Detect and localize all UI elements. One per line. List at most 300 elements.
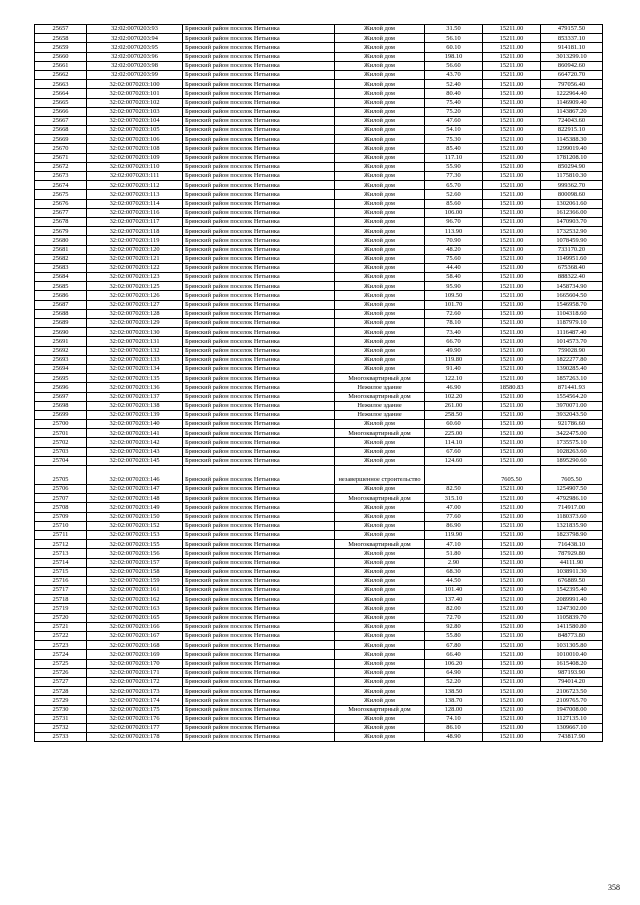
unit-value-cell: 15211.00: [483, 263, 541, 272]
cadastral-number-cell: 32:02:0070203:177: [87, 723, 183, 732]
address-cell: Брянский район поселок Нетьинка: [183, 43, 335, 52]
cadastral-number-cell: 32:02:0070203:145: [87, 456, 183, 465]
unit-value-cell: 15211.00: [483, 144, 541, 153]
address-cell: Брянский район поселок Нетьинка: [183, 153, 335, 162]
table-row: [35, 558, 603, 567]
unit-value-cell: 15211.00: [483, 438, 541, 447]
cadastral-number-cell: 32:02:0070203:93: [87, 25, 183, 34]
table-row: [35, 52, 603, 61]
area-cell: 66.70: [425, 337, 483, 346]
page-number: 358: [608, 883, 620, 892]
cadastral-number-cell: 32:02:0070203:98: [87, 61, 183, 70]
object-type-cell: Жилой дом: [335, 144, 425, 153]
object-type-cell: Жилой дом: [335, 61, 425, 70]
table-row: [35, 410, 603, 419]
table-row: [35, 181, 603, 190]
table-row: [35, 98, 603, 107]
row-number-cell: 25669: [35, 135, 87, 144]
cadastral-value-cell: 1175810.30: [541, 172, 603, 181]
row-number-cell: 25683: [35, 263, 87, 272]
cadastral-number-cell: 32:02:0070203:139: [87, 410, 183, 419]
area-cell: 113.90: [425, 227, 483, 236]
cadastral-number-cell: 32:02:0070203:121: [87, 254, 183, 263]
table-body: [35, 25, 603, 742]
unit-value-cell: 15211.00: [483, 494, 541, 503]
address-cell: Брянский район поселок Нетьинка: [183, 126, 335, 135]
unit-value-cell: 15211.00: [483, 696, 541, 705]
cadastral-number-cell: 32:02:0070203:155: [87, 540, 183, 549]
address-cell: Брянский район поселок Нетьинка: [183, 89, 335, 98]
row-number-cell: 25721: [35, 622, 87, 631]
address-cell: Брянский район поселок Нетьинка: [183, 34, 335, 43]
object-type-cell: Многоквартирный дом: [335, 392, 425, 401]
cadastral-value-cell: 1542395.40: [541, 586, 603, 595]
cadastral-value-cell: 1390285.40: [541, 364, 603, 373]
object-type-cell: Жилой дом: [335, 172, 425, 181]
area-cell: 52.60: [425, 190, 483, 199]
cadastral-number-cell: 32:02:0070203:161: [87, 586, 183, 595]
row-number-cell: 25678: [35, 217, 87, 226]
unit-value-cell: 15211.00: [483, 61, 541, 70]
cadastral-value-cell: 716438.10: [541, 540, 603, 549]
table-row: [35, 705, 603, 714]
address-cell: Брянский район поселок Нетьинка: [183, 98, 335, 107]
cadastral-number-cell: 32:02:0070203:141: [87, 429, 183, 438]
cadastral-value-cell: 1665604.50: [541, 291, 603, 300]
area-cell: 198.10: [425, 52, 483, 61]
address-cell: Брянский район поселок Нетьинка: [183, 364, 335, 373]
cadastral-value-cell: 800098.60: [541, 190, 603, 199]
cadastral-number-cell: 32:02:0070203:118: [87, 227, 183, 236]
object-type-cell: Жилой дом: [335, 668, 425, 677]
row-number-cell: 25675: [35, 190, 87, 199]
cadastral-number-cell: 32:02:0070203:152: [87, 521, 183, 530]
address-cell: Брянский район поселок Нетьинка: [183, 521, 335, 530]
cadastral-value-cell: 1554564.20: [541, 392, 603, 401]
unit-value-cell: 15211.00: [483, 677, 541, 686]
address-cell: Брянский район поселок Нетьинка: [183, 172, 335, 181]
area-cell: 2.90: [425, 558, 483, 567]
object-type-cell: Жилой дом: [335, 190, 425, 199]
area-cell: 91.40: [425, 364, 483, 373]
unit-value-cell: 15211.00: [483, 540, 541, 549]
row-number-cell: 25727: [35, 677, 87, 686]
cadastral-value-cell: 787929.80: [541, 549, 603, 558]
table-row: [35, 714, 603, 723]
unit-value-cell: 15211.00: [483, 723, 541, 732]
cadastral-value-cell: 714917.00: [541, 503, 603, 512]
area-cell: 77.60: [425, 512, 483, 521]
address-cell: Брянский район поселок Нетьинка: [183, 144, 335, 153]
area-cell: 55.80: [425, 632, 483, 641]
area-cell: 82.50: [425, 485, 483, 494]
object-type-cell: Жилой дом: [335, 485, 425, 494]
address-cell: Брянский район поселок Нетьинка: [183, 494, 335, 503]
area-cell: 85.60: [425, 199, 483, 208]
table-row: [35, 466, 603, 485]
table-row: [35, 374, 603, 383]
cadastral-value-cell: 7605.50: [541, 466, 603, 485]
row-number-cell: 25688: [35, 309, 87, 318]
unit-value-cell: 15211.00: [483, 116, 541, 125]
cadastral-value-cell: 1321835.90: [541, 521, 603, 530]
row-number-cell: 25676: [35, 199, 87, 208]
cadastral-number-cell: 32:02:0070203:170: [87, 659, 183, 668]
object-type-cell: Жилой дом: [335, 217, 425, 226]
table-row: [35, 364, 603, 373]
cadastral-value-cell: 664720.70: [541, 70, 603, 79]
table-row: [35, 227, 603, 236]
row-number-cell: 25681: [35, 245, 87, 254]
object-type-cell: Жилой дом: [335, 34, 425, 43]
object-type-cell: Жилой дом: [335, 567, 425, 576]
row-number-cell: 25693: [35, 355, 87, 364]
address-cell: Брянский район поселок Нетьинка: [183, 236, 335, 245]
area-cell: 96.70: [425, 217, 483, 226]
row-number-cell: 25671: [35, 153, 87, 162]
area-cell: 75.40: [425, 98, 483, 107]
address-cell: Брянский район поселок Нетьинка: [183, 530, 335, 539]
unit-value-cell: 15211.00: [483, 410, 541, 419]
cadastral-number-cell: 32:02:0070203:150: [87, 512, 183, 521]
object-type-cell: Жилой дом: [335, 521, 425, 530]
cadastral-number-cell: 32:02:0070203:165: [87, 613, 183, 622]
unit-value-cell: 15211.00: [483, 576, 541, 585]
cadastral-number-cell: 32:02:0070203:134: [87, 364, 183, 373]
address-cell: Брянский район поселок Нетьинка: [183, 650, 335, 659]
cadastral-number-cell: 32:02:0070203:110: [87, 162, 183, 171]
cadastral-value-cell: 1546958.70: [541, 300, 603, 309]
unit-value-cell: 15211.00: [483, 52, 541, 61]
row-number-cell: 25725: [35, 659, 87, 668]
address-cell: Брянский район поселок Нетьинка: [183, 355, 335, 364]
row-number-cell: 25677: [35, 208, 87, 217]
area-cell: 106.20: [425, 659, 483, 668]
cadastral-value-cell: 2109765.70: [541, 696, 603, 705]
object-type-cell: Жилой дом: [335, 227, 425, 236]
address-cell: Брянский район поселок Нетьинка: [183, 622, 335, 631]
cadastral-number-cell: 32:02:0070203:99: [87, 70, 183, 79]
cadastral-value-cell: 987193.90: [541, 668, 603, 677]
table-row: [35, 549, 603, 558]
area-cell: 225.00: [425, 429, 483, 438]
object-type-cell: Жилой дом: [335, 438, 425, 447]
cadastral-value-cell: 1470903.70: [541, 217, 603, 226]
cadastral-value-cell: 1857263.10: [541, 374, 603, 383]
row-number-cell: 25672: [35, 162, 87, 171]
cadastral-value-cell: 724043.60: [541, 116, 603, 125]
area-cell: 75.60: [425, 254, 483, 263]
area-cell: 60.60: [425, 420, 483, 429]
table-row: [35, 494, 603, 503]
table-row: [35, 190, 603, 199]
address-cell: Брянский район поселок Нетьинка: [183, 429, 335, 438]
unit-value-cell: 15211.00: [483, 586, 541, 595]
cadastral-number-cell: 32:02:0070203:120: [87, 245, 183, 254]
cadastral-value-cell: 2106723.50: [541, 687, 603, 696]
object-type-cell: Жилой дом: [335, 89, 425, 98]
unit-value-cell: 15211.00: [483, 622, 541, 631]
address-cell: Брянский район поселок Нетьинка: [183, 503, 335, 512]
cadastral-number-cell: 32:02:0070203:163: [87, 604, 183, 613]
cadastral-value-cell: 1127135.10: [541, 714, 603, 723]
row-number-cell: 25711: [35, 530, 87, 539]
object-type-cell: Жилой дом: [335, 162, 425, 171]
address-cell: Брянский район поселок Нетьинка: [183, 245, 335, 254]
area-cell: 138.70: [425, 696, 483, 705]
cadastral-value-cell: 860942.60: [541, 61, 603, 70]
unit-value-cell: 15211.00: [483, 346, 541, 355]
object-type-cell: Жилой дом: [335, 696, 425, 705]
table-row: [35, 576, 603, 585]
area-cell: 117.10: [425, 153, 483, 162]
area-cell: 72.60: [425, 309, 483, 318]
object-type-cell: Многоквартирный дом: [335, 540, 425, 549]
table-row: [35, 135, 603, 144]
address-cell: Брянский район поселок Нетьинка: [183, 291, 335, 300]
object-type-cell: Многоквартирный дом: [335, 374, 425, 383]
object-type-cell: Жилой дом: [335, 282, 425, 291]
address-cell: Брянский район поселок Нетьинка: [183, 586, 335, 595]
cadastral-number-cell: 32:02:0070203:169: [87, 650, 183, 659]
object-type-cell: Жилой дом: [335, 43, 425, 52]
cadastral-number-cell: 32:02:0070203:142: [87, 438, 183, 447]
unit-value-cell: 15211.00: [483, 392, 541, 401]
table-row: [35, 604, 603, 613]
area-cell: 122.10: [425, 374, 483, 383]
area-cell: 31.50: [425, 25, 483, 34]
area-cell: 43.70: [425, 70, 483, 79]
table-row: [35, 34, 603, 43]
cadastral-number-cell: 32:02:0070203:102: [87, 98, 183, 107]
area-cell: 49.90: [425, 346, 483, 355]
cadastral-value-cell: 3932043.50: [541, 410, 603, 419]
unit-value-cell: 15211.00: [483, 530, 541, 539]
cadastral-number-cell: 32:02:0070203:130: [87, 328, 183, 337]
area-cell: 119.80: [425, 355, 483, 364]
row-number-cell: 25717: [35, 586, 87, 595]
table-row: [35, 309, 603, 318]
area-cell: 55.90: [425, 162, 483, 171]
address-cell: Брянский район поселок Нетьинка: [183, 227, 335, 236]
area-cell: 52.40: [425, 80, 483, 89]
address-cell: Брянский район поселок Нетьинка: [183, 190, 335, 199]
area-cell: 68.30: [425, 567, 483, 576]
address-cell: Брянский район поселок Нетьинка: [183, 641, 335, 650]
cadastral-number-cell: 32:02:0070203:131: [87, 337, 183, 346]
object-type-cell: Жилой дом: [335, 512, 425, 521]
table-row: [35, 595, 603, 604]
object-type-cell: Жилой дом: [335, 364, 425, 373]
cadastral-number-cell: 32:02:0070203:109: [87, 153, 183, 162]
cadastral-value-cell: 479157.50: [541, 25, 603, 34]
cadastral-number-cell: 32:02:0070203:148: [87, 494, 183, 503]
address-cell: Брянский район поселок Нетьинка: [183, 687, 335, 696]
table-row: [35, 401, 603, 410]
unit-value-cell: 15211.00: [483, 25, 541, 34]
cadastral-value-cell: 1781208.10: [541, 153, 603, 162]
area-cell: 51.80: [425, 549, 483, 558]
address-cell: Брянский район поселок Нетьинка: [183, 199, 335, 208]
area-cell: 78.10: [425, 319, 483, 328]
cadastral-value-cell: 797056.40: [541, 80, 603, 89]
table-row: [35, 733, 603, 742]
row-number-cell: 25689: [35, 319, 87, 328]
unit-value-cell: 15211.00: [483, 162, 541, 171]
cadastral-number-cell: 32:02:0070203:178: [87, 733, 183, 742]
row-number-cell: 25665: [35, 98, 87, 107]
object-type-cell: Жилой дом: [335, 558, 425, 567]
object-type-cell: Многоквартирный дом: [335, 429, 425, 438]
cadastral-number-cell: 32:02:0070203:101: [87, 89, 183, 98]
cadastral-number-cell: 32:02:0070203:132: [87, 346, 183, 355]
cadastral-number-cell: 32:02:0070203:95: [87, 43, 183, 52]
cadastral-number-cell: 32:02:0070203:103: [87, 107, 183, 116]
cadastral-number-cell: 32:02:0070203:136: [87, 383, 183, 392]
object-type-cell: Жилой дом: [335, 107, 425, 116]
cadastral-number-cell: 32:02:0070203:122: [87, 263, 183, 272]
unit-value-cell: 15211.00: [483, 273, 541, 282]
cadastral-value-cell: 1309667.10: [541, 723, 603, 732]
cadastral-value-cell: 1612366.00: [541, 208, 603, 217]
row-number-cell: 25718: [35, 595, 87, 604]
cadastral-value-cell: 1143867.20: [541, 107, 603, 116]
table-row: [35, 328, 603, 337]
object-type-cell: Жилой дом: [335, 300, 425, 309]
object-type-cell: Жилой дом: [335, 319, 425, 328]
row-number-cell: 25705: [35, 466, 87, 485]
row-number-cell: 25701: [35, 429, 87, 438]
table-row: [35, 319, 603, 328]
area-cell: 56.60: [425, 61, 483, 70]
cadastral-value-cell: 871441.93: [541, 383, 603, 392]
cadastral-value-cell: 1895290.60: [541, 456, 603, 465]
area-cell: 75.20: [425, 107, 483, 116]
table-row: [35, 217, 603, 226]
unit-value-cell: 15211.00: [483, 714, 541, 723]
area-cell: 86.10: [425, 723, 483, 732]
area-cell: 106.00: [425, 208, 483, 217]
table-row: [35, 263, 603, 272]
unit-value-cell: 15211.00: [483, 190, 541, 199]
table-row: [35, 650, 603, 659]
cadastral-number-cell: 32:02:0070203:135: [87, 374, 183, 383]
cadastral-value-cell: 848773.80: [541, 632, 603, 641]
row-number-cell: 25703: [35, 447, 87, 456]
cadastral-number-cell: 32:02:0070203:137: [87, 392, 183, 401]
object-type-cell: Нежилое здание: [335, 401, 425, 410]
table-row: [35, 162, 603, 171]
row-number-cell: 25696: [35, 383, 87, 392]
table-row: [35, 586, 603, 595]
object-type-cell: Жилой дом: [335, 135, 425, 144]
cadastral-number-cell: 32:02:0070203:168: [87, 641, 183, 650]
object-type-cell: Многоквартирный дом: [335, 705, 425, 714]
area-cell: 74.10: [425, 714, 483, 723]
unit-value-cell: 15211.00: [483, 245, 541, 254]
area-cell: 119.90: [425, 530, 483, 539]
cadastral-value-cell: 1146909.40: [541, 98, 603, 107]
address-cell: Брянский район поселок Нетьинка: [183, 410, 335, 419]
cadastral-number-cell: 32:02:0070203:153: [87, 530, 183, 539]
cadastral-value-cell: 1038911.30: [541, 567, 603, 576]
unit-value-cell: 15211.00: [483, 107, 541, 116]
row-number-cell: 25692: [35, 346, 87, 355]
table-row: [35, 199, 603, 208]
cadastral-value-cell: 1180373.60: [541, 512, 603, 521]
table-row: [35, 485, 603, 494]
address-cell: Брянский район поселок Нетьинка: [183, 116, 335, 125]
row-number-cell: 25690: [35, 328, 87, 337]
area-cell: 54.10: [425, 126, 483, 135]
object-type-cell: Жилой дом: [335, 52, 425, 61]
row-number-cell: 25664: [35, 89, 87, 98]
unit-value-cell: 18580.83: [483, 383, 541, 392]
address-cell: Брянский район поселок Нетьинка: [183, 254, 335, 263]
cadastral-number-cell: 32:02:0070203:119: [87, 236, 183, 245]
cadastral-number-cell: 32:02:0070203:114: [87, 199, 183, 208]
table-row: [35, 291, 603, 300]
area-cell: 315.10: [425, 494, 483, 503]
area-cell: 47.60: [425, 116, 483, 125]
area-cell: 47.00: [425, 503, 483, 512]
row-number-cell: 25722: [35, 632, 87, 641]
unit-value-cell: 15211.00: [483, 254, 541, 263]
cadastral-value-cell: 822915.10: [541, 126, 603, 135]
address-cell: Брянский район поселок Нетьинка: [183, 659, 335, 668]
unit-value-cell: 15211.00: [483, 705, 541, 714]
table-row: [35, 567, 603, 576]
address-cell: Брянский район поселок Нетьинка: [183, 383, 335, 392]
area-cell: 109.50: [425, 291, 483, 300]
address-cell: Брянский район поселок Нетьинка: [183, 567, 335, 576]
row-number-cell: 25710: [35, 521, 87, 530]
address-cell: Брянский район поселок Нетьинка: [183, 346, 335, 355]
area-cell: 65.70: [425, 181, 483, 190]
row-number-cell: 25666: [35, 107, 87, 116]
table-row: [35, 540, 603, 549]
address-cell: Брянский район поселок Нетьинка: [183, 309, 335, 318]
row-number-cell: 25684: [35, 273, 87, 282]
area-cell: 60.10: [425, 43, 483, 52]
table-row: [35, 677, 603, 686]
cadastral-number-cell: 32:02:0070203:104: [87, 116, 183, 125]
unit-value-cell: 15211.00: [483, 89, 541, 98]
registry-sheet: [34, 24, 602, 742]
address-cell: Брянский район поселок Нетьинка: [183, 374, 335, 383]
object-type-cell: Жилой дом: [335, 273, 425, 282]
table-row: [35, 355, 603, 364]
cadastral-value-cell: 733170.20: [541, 245, 603, 254]
row-number-cell: 25686: [35, 291, 87, 300]
cadastral-value-cell: 1302061.60: [541, 199, 603, 208]
object-type-cell: Жилой дом: [335, 80, 425, 89]
table-row: [35, 632, 603, 641]
unit-value-cell: 15211.00: [483, 503, 541, 512]
row-number-cell: 25691: [35, 337, 87, 346]
object-type-cell: Жилой дом: [335, 641, 425, 650]
area-cell: 82.00: [425, 604, 483, 613]
cadastral-value-cell: 1078459.90: [541, 236, 603, 245]
cadastral-number-cell: 32:02:0070203:159: [87, 576, 183, 585]
area-cell: 85.40: [425, 144, 483, 153]
row-number-cell: 25660: [35, 52, 87, 61]
table-row: [35, 43, 603, 52]
unit-value-cell: 15211.00: [483, 604, 541, 613]
address-cell: Брянский район поселок Нетьинка: [183, 282, 335, 291]
address-cell: Брянский район поселок Нетьинка: [183, 181, 335, 190]
table-row: [35, 429, 603, 438]
